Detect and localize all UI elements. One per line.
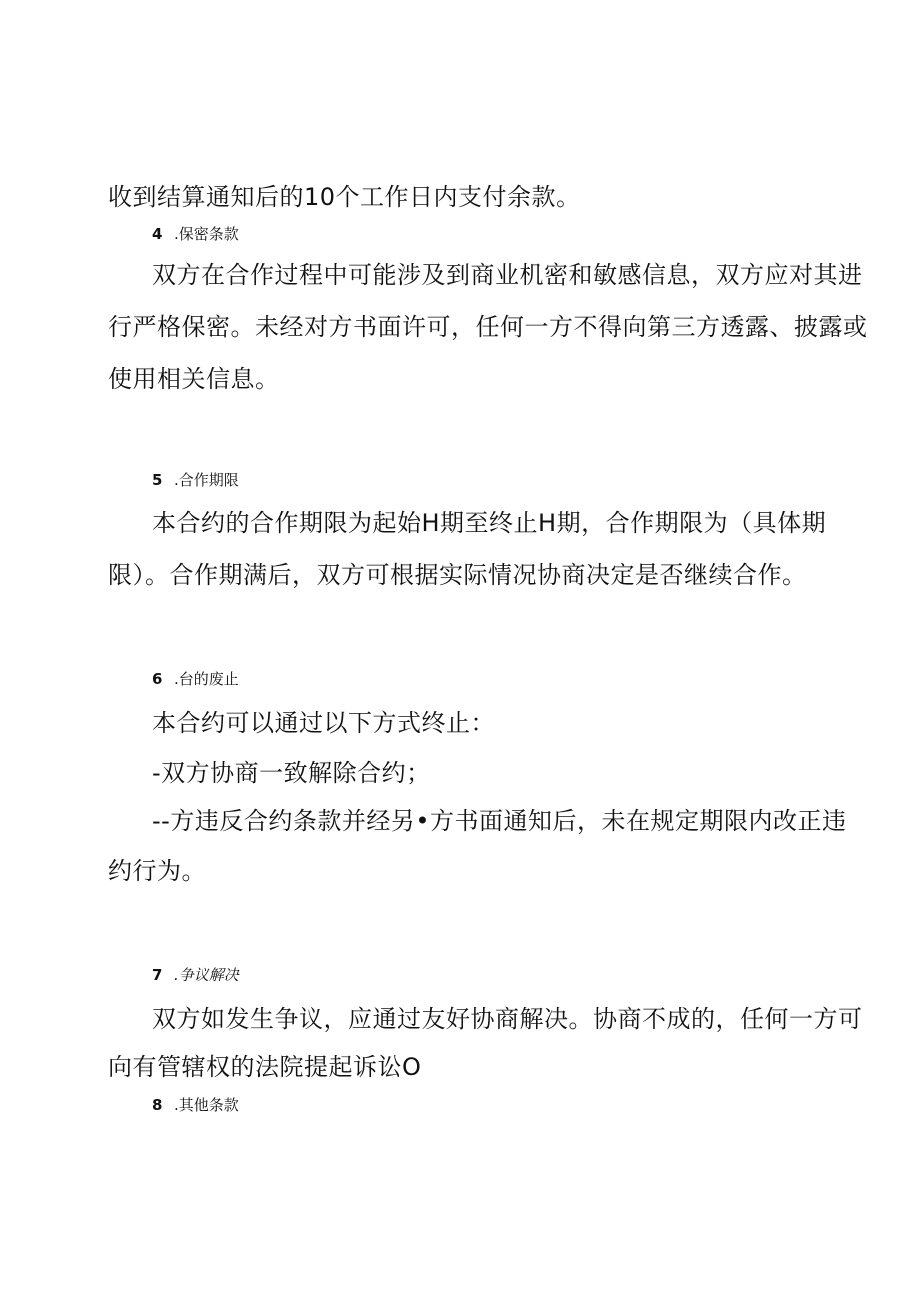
paragraph-line: 向有管辖权的法院提起诉讼O: [108, 1053, 422, 1081]
section-title: .合作期限: [174, 471, 239, 489]
section-heading-5: [152, 470, 239, 490]
section-heading-7: [152, 965, 239, 985]
paragraph-line: 本合约可以通过以下方式终止：: [152, 709, 495, 737]
paragraph-line: 双方如发生争议，应通过友好协商解决。协商不成的，任何一方可: [152, 1005, 863, 1033]
section-heading-4: [152, 224, 239, 244]
section-number: 7: [152, 966, 163, 984]
paragraph-line: 本合约的合作期限为起始H期至终止H期，合作期限为（具体期: [152, 509, 827, 537]
section-title: .其他条款: [174, 1096, 239, 1114]
section-number: 5: [152, 471, 163, 489]
paragraph-line: 使用相关信息。: [108, 365, 280, 393]
section-number: 6: [152, 670, 163, 688]
paragraph-line: 双方在合作过程中可能涉及到商业机密和敏感信息，双方应对其进: [152, 261, 863, 289]
section-title: .台的废止: [174, 670, 239, 688]
paragraph-line: 收到结算通知后的10个工作日内支付余款。: [108, 183, 581, 211]
paragraph-line: 限）。合作期满后，双方可根据实际情况协商决定是否继续合作。: [108, 561, 807, 589]
paragraph-line: -双方协商一致解除合约；: [152, 759, 431, 787]
paragraph-line: 约行为。: [108, 857, 206, 885]
paragraph-line: --方违反合约条款并经另•方书面通知后，未在规定期限内改正违: [152, 807, 847, 835]
section-title: .保密条款: [174, 225, 239, 243]
section-title: .争议解决: [174, 966, 239, 984]
section-heading-6: [152, 669, 239, 689]
section-heading-8: [152, 1095, 239, 1115]
section-number: 8: [152, 1096, 163, 1114]
paragraph-line: 行严格保密。未经对方书面许可，任何一方不得向第三方透露、披露或: [108, 313, 868, 341]
section-number: 4: [152, 225, 163, 243]
